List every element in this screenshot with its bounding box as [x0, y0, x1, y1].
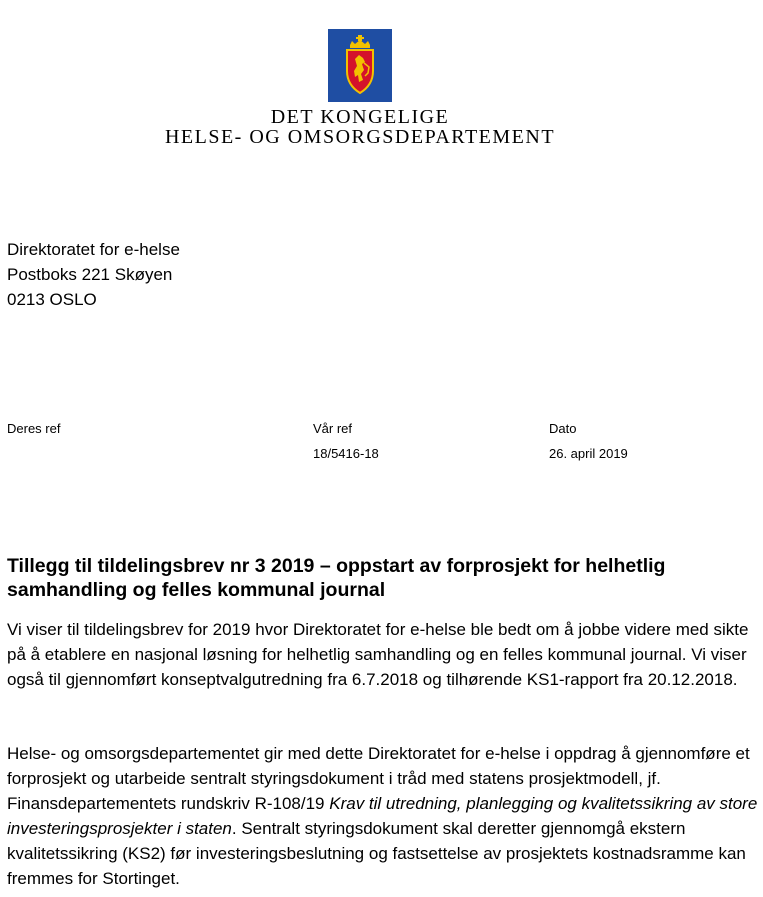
- paragraph-2-text-b: . Sentralt styringsdokument skal deretter gjennomgå ekstern kvalitetssikring (KS2) før investeringsbeslutning og fastsettelse av prosjektets kostnadsramme kan fremmes for Stortinget.: [7, 819, 746, 888]
- department-name-line2: HELSE- OG OMSORGSDEPARTEMENT: [164, 126, 556, 148]
- deres-ref-label: Deres ref: [7, 421, 61, 436]
- recipient-street: Postboks 221 Skøyen: [7, 265, 173, 284]
- norwegian-coat-of-arms-icon: [328, 29, 392, 102]
- recipient-name: Direktoratet for e-helse: [7, 240, 180, 259]
- paragraph-2: [7, 741, 759, 891]
- var-ref-label: Vår ref: [313, 421, 353, 436]
- recipient-city: 0213 OSLO: [7, 290, 97, 309]
- recipient-address: [7, 237, 180, 312]
- dato-value: 26. april 2019: [549, 446, 628, 461]
- letter-heading: Tillegg til tildelingsbrev nr 3 2019 – oppstart av forprosjekt for helhetlig samhandling og felles kommunal journal: [7, 555, 666, 601]
- paragraph-2-text-a: Helse- og omsorgsdepartementet gir med dette Direktoratet for e-helse i oppdrag å gjennomføre et forprosjekt og utarbeide sentralt styringsdokument i tråd med statens prosjektmodell, jf. Finansdepartementets rundskriv R-108/19: [7, 744, 750, 813]
- dato-label: Dato: [549, 421, 577, 436]
- var-ref-value: 18/5416-18: [313, 446, 379, 461]
- paragraph-2-italic-title: Krav til utredning, planlegging og kvalitetssikring av store investeringsprosjekter i staten: [7, 794, 758, 838]
- department-name-line1: DET KONGELIGE: [270, 106, 450, 128]
- paragraph-1: Vi viser til tildelingsbrev for 2019 hvor Direktoratet for e-helse ble bedt om å jobbe videre med sikte på å etablere en nasjonal løsning for helhetlig samhandling og en felles kommunal journal. Vi viser også til gjennomført konseptvalgutredning fra 6.7.2018 og tilhørende KS1-rapport fra 20.12.2018.: [7, 620, 749, 689]
